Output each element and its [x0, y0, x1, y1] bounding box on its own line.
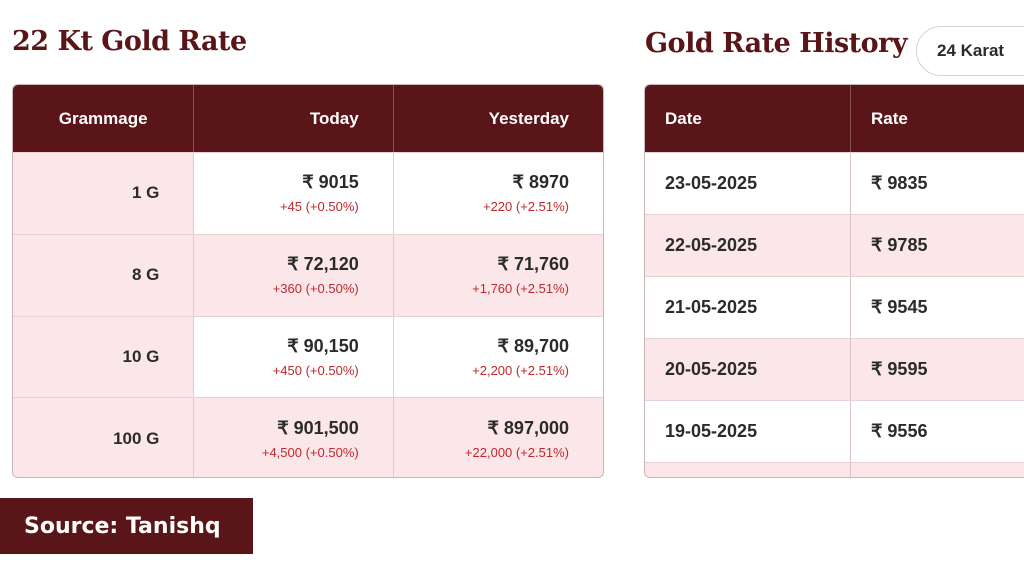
gold-rate-history-title: Gold Rate History [645, 28, 908, 59]
today-change: +45 (+0.50%) [279, 199, 359, 215]
grammage-cell: 10 G [13, 317, 193, 398]
history-rate: ₹ 9595 [850, 339, 1024, 400]
header-rate: Rate [850, 85, 1024, 152]
header-date: Date [665, 108, 702, 128]
yesterday-price: ₹ 89,700 [497, 335, 569, 356]
header-grammage: Grammage [58, 108, 148, 128]
yesterday-change: +220 (+2.51%) [482, 199, 569, 215]
history-date: 20-05-2025 [665, 359, 758, 379]
yesterday-cell [393, 317, 603, 398]
table-row [13, 397, 603, 478]
today-price: ₹ 72,120 [287, 254, 359, 275]
history-rate: ₹ 9556 [850, 401, 1024, 462]
today-cell [193, 153, 392, 234]
table-row [13, 234, 603, 316]
grammage-cell: 8 G [13, 235, 193, 316]
yesterday-change: +22,000 (+2.51%) [464, 444, 569, 460]
table-row [13, 316, 603, 398]
today-cell [193, 317, 392, 398]
gold-rate-table [12, 84, 604, 478]
history-date: 19-05-2025 [665, 421, 758, 441]
yesterday-cell [393, 398, 603, 478]
source-label: Source: Tanishq [0, 498, 253, 554]
history-rate-empty [850, 463, 1024, 478]
today-cell [193, 398, 392, 478]
history-date: 22-05-2025 [665, 235, 758, 255]
yesterday-cell [393, 153, 603, 234]
today-price: ₹ 9015 [302, 172, 359, 193]
today-price: ₹ 901,500 [277, 417, 359, 438]
today-change: +360 (+0.50%) [272, 281, 359, 297]
header-today: Today [193, 85, 392, 152]
today-change: +4,500 (+0.50%) [261, 444, 359, 460]
history-header [645, 85, 1024, 152]
header-yesterday: Yesterday [393, 85, 603, 152]
history-rate: ₹ 9835 [850, 153, 1024, 214]
yesterday-price: ₹ 71,760 [497, 254, 569, 275]
today-cell [193, 235, 392, 316]
history-rate: ₹ 9545 [850, 277, 1024, 338]
gold-rate-history-table [644, 84, 1024, 478]
history-rate: ₹ 9785 [850, 215, 1024, 276]
karat-select-button[interactable]: 24 Karat [916, 26, 1024, 76]
grammage-cell: 100 G [13, 398, 193, 478]
grammage-cell: 1 G [13, 153, 193, 234]
history-row [645, 462, 1024, 478]
today-change: +450 (+0.50%) [272, 362, 359, 378]
history-row [645, 338, 1024, 400]
history-row [645, 400, 1024, 462]
yesterday-price: ₹ 8970 [512, 172, 569, 193]
history-row [645, 152, 1024, 214]
history-date: 23-05-2025 [665, 173, 758, 193]
history-row [645, 276, 1024, 338]
yesterday-change: +2,200 (+2.51%) [472, 362, 569, 378]
history-row [645, 214, 1024, 276]
yesterday-price: ₹ 897,000 [487, 417, 569, 438]
gold-rate-title: 22 Kt Gold Rate [12, 26, 247, 57]
today-price: ₹ 90,150 [287, 335, 359, 356]
history-date-empty [645, 463, 850, 478]
history-date: 21-05-2025 [665, 297, 758, 317]
yesterday-cell [393, 235, 603, 316]
table-row [13, 152, 603, 234]
yesterday-change: +1,760 (+2.51%) [472, 281, 569, 297]
table-header [13, 85, 603, 152]
